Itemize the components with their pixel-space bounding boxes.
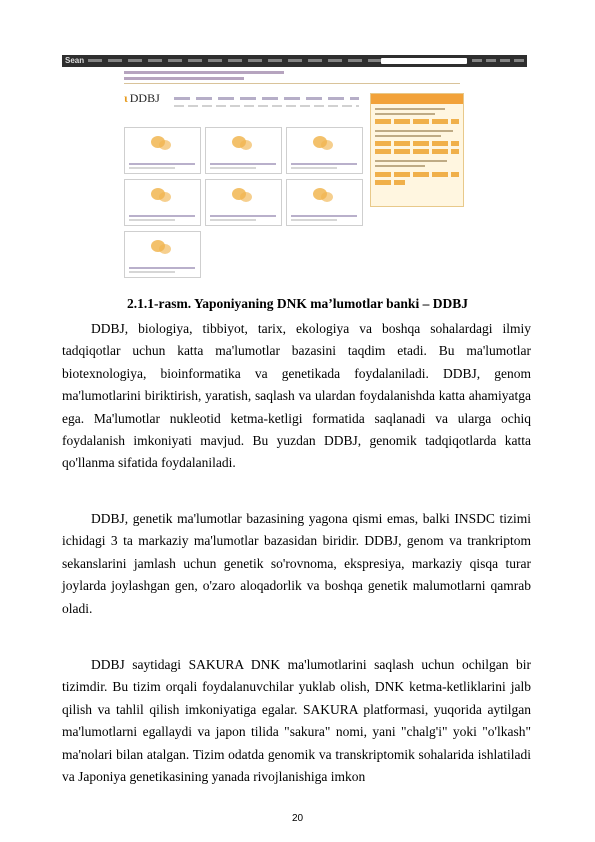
tile-illustration-icon <box>230 186 254 204</box>
figure-tile <box>286 179 363 226</box>
figure-nav-sub-links <box>174 105 359 107</box>
tile-illustration-icon <box>311 186 335 204</box>
tile-illustration-icon <box>311 134 335 152</box>
paragraph-2: DDBJ, genetik ma'lumotlar bazasining yagona qismi emas, balki INSDC tizimi ichidagi 3 ta markaziy ma'lumotlar bazasidan biridir. DDBJ, genom va trankriptom sekanslarini jamlash uchun genetik so'rovnoma, ekspresiya, markaziy qisqa turar joylarda joylashgan gen, o'zaro aloqadorlik va boshqa genetik malumotlarni qamrab oladi. <box>62 511 531 616</box>
figure-nav-links <box>174 97 359 100</box>
ddbj-website-figure <box>62 55 527 283</box>
figure-side-panel <box>370 93 464 207</box>
ddbj-logo: ɩ DDBJ <box>124 91 160 105</box>
figure-tile <box>286 127 363 174</box>
tile-illustration-icon <box>149 238 173 256</box>
tile-illustration-icon <box>230 134 254 152</box>
paragraph-1: DDBJ, biologiya, tibbiyot, tarix, ekologiya va boshqa sohalardagi ilmiy tadqiqotlar uchun katta ma'lumotlar bazasini taqdim etadi. Bu ma'lumotlar biotexnologiya, bioinformatika va genetikada foydalaniladi. DDBJ, genom ma'lumotlarini biriktirish, yaratish, saqlash va ulardan foydalanishda katta ahamiyatga ega. Ma'lumotlar nukleotid ketma-ketligi formatida saqlanadi va ularga ochiq foydalanish imkoniyati mavjud. Bu yuzdan DDBJ, genomik tadqiqotlarda katta qo'llanma sifatida foydalaniladi. <box>62 321 531 471</box>
figure-top-links <box>88 59 388 62</box>
figure-header-strip <box>124 69 460 85</box>
figure-site-label: Sean <box>65 56 85 65</box>
figure-tile <box>205 179 282 226</box>
figure-top-bar <box>62 55 527 67</box>
figure-tile <box>205 127 282 174</box>
paragraph-3: DDBJ saytidagi SAKURA DNK ma'lumotlarini saqlash uchun ochilgan bir tizimdir. Bu tizim orqali foydalanuvchilar yuklab olish, DNK ketma-ketliklarini jalb qilish va tahlil qilish imkoniyatiga egalar. SAKURA platformasi, yuqorida aytilgan ma'lumotlarni egallaydi va japon tilida "sakura" nomi, yani "chalg'i" yoki "o'lkash" ma'nolari bilan atalgan. Tizim odatda genomik va transkriptomik sohalarida ishlatiladi va Japoniya genetikasining yanada rivojlanishiga imkon <box>62 657 531 785</box>
figure-caption: 2.1.1-rasm. Yaponiyaning DNK ma’lumotlar banki – DDBJ <box>127 296 468 311</box>
ddbj-logo-mark-icon: ɩ <box>124 91 128 105</box>
figure-right-links <box>472 59 524 62</box>
figure-search-box <box>381 58 467 64</box>
page-number: 20 <box>291 813 304 824</box>
figure-tile <box>124 231 201 278</box>
tile-illustration-icon <box>149 134 173 152</box>
tile-illustration-icon <box>149 186 173 204</box>
figure-tile <box>124 179 201 226</box>
figure-tile <box>124 127 201 174</box>
